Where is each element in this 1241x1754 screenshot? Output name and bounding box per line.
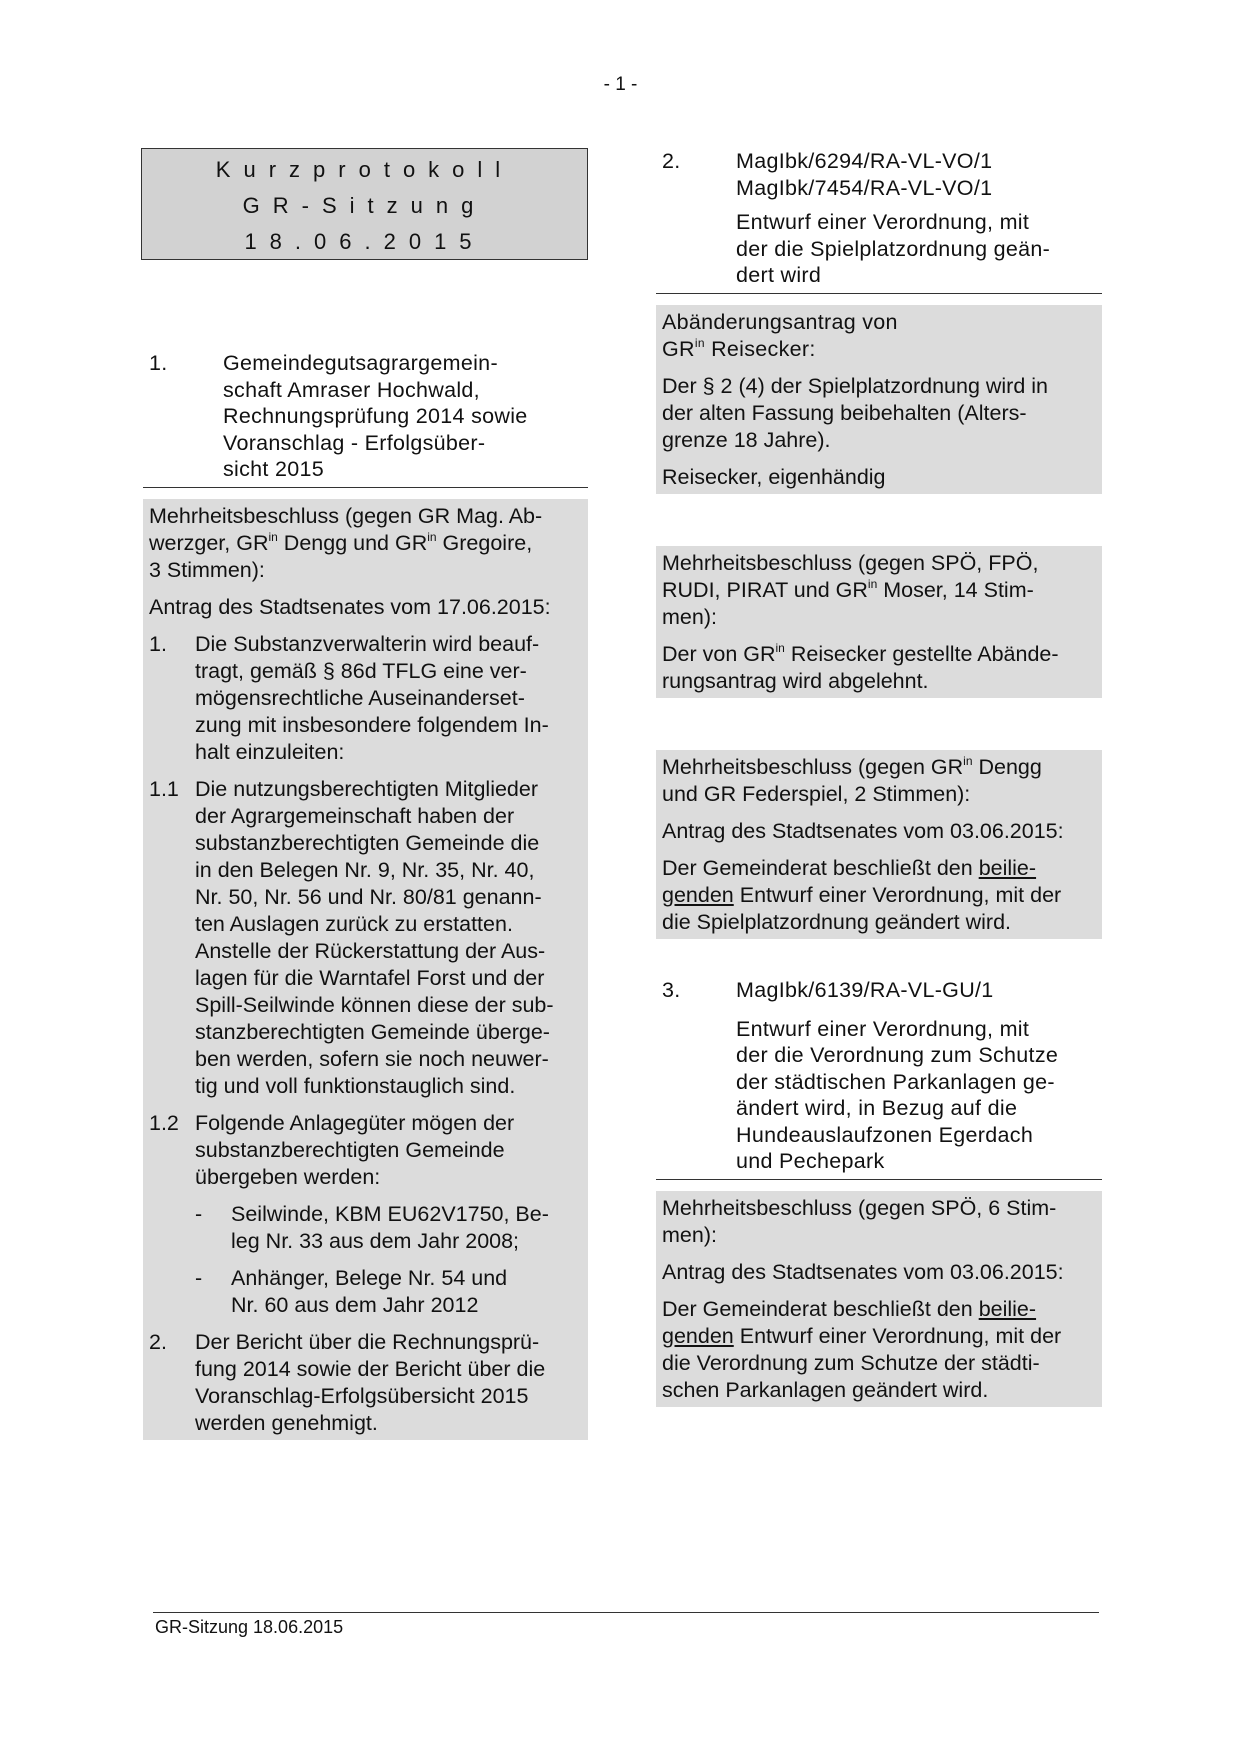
text-line: tig und voll funktionstauglich sind. <box>195 1073 516 1098</box>
text: Reisecker: <box>704 336 816 361</box>
item-1-resolution <box>143 499 588 1440</box>
title-line-3: 18.06.2015 <box>244 229 485 254</box>
agenda-item-1 <box>143 350 588 1440</box>
superscript: in <box>963 753 973 768</box>
text-line: tragt, gemäß § 86d TFLG eine ver- <box>195 658 527 683</box>
footer-text: GR-Sitzung 18.06.2015 <box>155 1617 344 1637</box>
dash-bullet: - <box>195 1201 203 1226</box>
text-line <box>662 882 1096 909</box>
item-1-number: 1. <box>149 351 168 375</box>
text-line: fung 2014 sowie der Bericht über die <box>195 1356 546 1381</box>
text-line <box>662 754 1096 781</box>
list-text <box>195 1329 582 1437</box>
text-line: rungsantrag wird abgelehnt. <box>662 668 929 693</box>
item-2-title-line: dert wird <box>736 263 822 287</box>
dash-item <box>149 1265 582 1319</box>
item-1-title-line: sicht 2015 <box>223 457 325 481</box>
text-line <box>662 577 1096 604</box>
text-line: leg Nr. 33 aus dem Jahr 2008; <box>231 1228 520 1253</box>
list-number: 1. <box>149 631 167 656</box>
text-line: Nr. 60 aus dem Jahr 2012 <box>231 1292 479 1317</box>
item-2-reference: MagIbk/6294/RA-VL-VO/1 <box>736 149 993 173</box>
title-line-2: GR-Sitzung <box>242 193 487 218</box>
item-1-title-line: Rechnungsprüfung 2014 sowie <box>223 404 528 428</box>
text-line: stanzberechtigten Gemeinde überge- <box>195 1019 550 1044</box>
resolution-text <box>662 855 1096 936</box>
superscript: in <box>867 576 878 591</box>
item-3-number: 3. <box>662 978 681 1002</box>
text-line <box>662 336 1096 363</box>
text-line: grenze 18 Jahre). <box>662 427 831 452</box>
resolution-text <box>662 1296 1096 1404</box>
text-line: in den Belegen Nr. 9, Nr. 35, Nr. 40, <box>195 857 535 882</box>
title-box <box>141 148 588 260</box>
item-3-title-line: ändert wird, in Bezug auf die <box>736 1096 1018 1120</box>
text-line: Voranschlag-Erfolgsübersicht 2015 <box>195 1383 529 1408</box>
text-line: die Spielplatzordnung geändert wird. <box>662 909 1012 934</box>
text: Der Gemeinderat beschließt den <box>662 1296 979 1321</box>
amendment-text <box>662 373 1096 454</box>
text-line: die Verordnung zum Schutze der städti- <box>662 1350 1040 1375</box>
underlined-text: beilie- <box>978 855 1037 880</box>
text-line: Abänderungsantrag von <box>662 309 898 334</box>
item-3-title-line: der städtischen Parkanlagen ge- <box>736 1069 1055 1094</box>
text-line: men): <box>662 604 717 629</box>
text-line: substanzberechtigten Gemeinde die <box>195 830 540 855</box>
text-line: mögensrechtliche Auseinanderset- <box>195 685 525 710</box>
resolution-header <box>662 754 1096 808</box>
amendment-block <box>656 305 1102 494</box>
text: Der von GR <box>662 641 776 666</box>
text-line: men): <box>662 1222 717 1247</box>
underlined-text: genden <box>662 882 734 907</box>
text-line: Die Substanzverwalterin wird beauf- <box>195 631 540 656</box>
text-line <box>662 1296 1096 1323</box>
text-line: Mehrheitsbeschluss (gegen SPÖ, 6 Stim- <box>662 1195 1057 1220</box>
item-1-title-line: Voranschlag - Erfolgsüber- <box>223 430 486 455</box>
page-number: - 1 - <box>603 74 638 95</box>
list-text <box>195 631 582 766</box>
list-text <box>195 776 582 1100</box>
text-line: zung mit insbesondere folgendem In- <box>195 712 549 737</box>
agenda-item-3 <box>656 977 1102 1407</box>
resolution-line <box>149 530 582 557</box>
item-1-heading <box>143 350 588 488</box>
item-3-reference: MagIbk/6139/RA-VL-GU/1 <box>736 978 994 1002</box>
list-number: 1.2 <box>149 1110 179 1135</box>
superscript: in <box>694 335 705 350</box>
text-line: werden genehmigt. <box>195 1410 378 1435</box>
item-2-title-line: der die Spielplatzordnung geän- <box>736 236 1051 261</box>
text-line: Mehrheitsbeschluss (gegen SPÖ, FPÖ, <box>662 550 1039 575</box>
item-3-title-line: der die Verordnung zum Schutze <box>736 1043 1059 1067</box>
resolution-line: Mehrheitsbeschluss (gegen GR Mag. Ab- <box>149 503 543 528</box>
text: Der Gemeinderat beschließt den <box>662 855 979 880</box>
motion-line: Antrag des Stadtsenates vom 03.06.2015: <box>662 818 1064 843</box>
text-line: ben werden, sofern sie noch neuwer- <box>195 1046 549 1071</box>
text: Dengg <box>972 754 1042 779</box>
item-3-heading <box>656 977 1102 1180</box>
footer-divider <box>153 1612 1099 1613</box>
superscript: in <box>268 529 278 544</box>
text-line: Anstelle der Rückerstattung der Aus- <box>195 938 546 963</box>
superscript: in <box>427 529 437 544</box>
item-2-reference: MagIbk/7454/RA-VL-VO/1 <box>736 175 993 200</box>
text-line: und GR Federspiel, 2 Stimmen): <box>662 781 971 806</box>
amendment-signature: Reisecker, eigenhändig <box>662 464 886 489</box>
item-3-title-line: Hundeauslaufzonen Egerdach <box>736 1122 1034 1147</box>
list-text <box>231 1265 582 1319</box>
resolution-header <box>662 1195 1096 1249</box>
text: Mehrheitsbeschluss (gegen GR <box>662 754 964 779</box>
list-number: 1.1 <box>149 776 179 801</box>
text-line: Der Bericht über die Rechnungsprü- <box>195 1329 540 1354</box>
text-line: Der § 2 (4) der Spielplatzordnung wird in <box>662 373 1049 398</box>
dash-bullet: - <box>195 1265 203 1290</box>
item-2-number: 2. <box>662 149 681 173</box>
item-1-title <box>223 350 588 483</box>
list-item <box>149 1329 582 1437</box>
underlined-text: beilie- <box>978 1296 1037 1321</box>
text: GR <box>662 336 695 361</box>
text-line: Folgende Anlagegüter mögen der <box>195 1110 515 1135</box>
list-text <box>195 1110 582 1191</box>
text: Entwurf einer Verordnung, mit der <box>733 1323 1062 1348</box>
text-line: ten Auslagen zurück zu erstatten. <box>195 911 513 936</box>
list-text <box>231 1201 582 1255</box>
text: Moser, 14 Stim- <box>877 577 1034 602</box>
text-line <box>662 641 1096 668</box>
text-line: schen Parkanlagen geändert wird. <box>662 1377 989 1402</box>
resolution-header <box>149 503 582 584</box>
text-line: übergeben werden: <box>195 1164 381 1189</box>
resolution-line: 3 Stimmen): <box>149 557 265 582</box>
list-item <box>149 776 582 1100</box>
list-item <box>149 631 582 766</box>
resolution-header <box>662 550 1096 631</box>
item-2-resolution-a <box>656 546 1102 698</box>
dash-item <box>149 1201 582 1255</box>
text-line: halt einzuleiten: <box>195 739 345 764</box>
text: RUDI, PIRAT und GR <box>662 577 868 602</box>
text-line: substanzberechtigten Gemeinde <box>195 1137 505 1162</box>
text-line: der alten Fassung beibehalten (Alters- <box>662 400 1027 425</box>
text-line <box>662 855 1096 882</box>
item-2-title <box>736 148 1102 289</box>
text: Entwurf einer Verordnung, mit der <box>733 882 1062 907</box>
text-line: Nr. 50, Nr. 56 und Nr. 80/81 genann- <box>195 884 542 909</box>
text-line: lagen für die Warntafel Forst und der <box>195 965 545 990</box>
list-item <box>149 1110 582 1191</box>
item-3-resolution <box>656 1191 1102 1407</box>
superscript: in <box>775 640 785 655</box>
item-2-title-line: Entwurf einer Verordnung, mit <box>736 210 1030 234</box>
title-line-1: Kurzprotokoll <box>215 157 514 182</box>
text-line: Spill-Seilwinde können diese der sub- <box>195 992 554 1017</box>
text-line: Anhänger, Belege Nr. 54 und <box>231 1265 508 1290</box>
item-2-heading <box>656 148 1102 294</box>
underlined-text: genden <box>662 1323 734 1348</box>
text: Reisecker gestellte Abände- <box>784 641 1059 666</box>
item-3-title-line: Entwurf einer Verordnung, mit <box>736 1016 1030 1041</box>
item-3-title-line: und Pechepark <box>736 1149 885 1173</box>
text-line: Seilwinde, KBM EU62V1750, Be- <box>231 1201 549 1226</box>
text-line: der Agrargemeinschaft haben der <box>195 803 515 828</box>
list-number: 2. <box>149 1329 167 1354</box>
text-line <box>662 1323 1096 1350</box>
item-2-resolution-b <box>656 750 1102 939</box>
resolution-text <box>662 641 1096 695</box>
agenda-item-2 <box>656 148 1102 939</box>
item-1-title-line: schaft Amraser Hochwald, <box>223 377 480 402</box>
item-3-title <box>736 977 1102 1175</box>
text: Gregoire, <box>436 530 533 555</box>
motion-line: Antrag des Stadtsenates vom 03.06.2015: <box>662 1259 1064 1284</box>
motion-line: Antrag des Stadtsenates vom 17.06.2015: <box>149 594 551 619</box>
item-1-title-line: Gemeindegutsagrargemein- <box>223 351 498 375</box>
text: werzger, GR <box>149 530 269 555</box>
text-line: Die nutzungsberechtigten Mitglieder <box>195 776 539 801</box>
amendment-header <box>662 309 1096 363</box>
text: Dengg und GR <box>277 530 428 555</box>
